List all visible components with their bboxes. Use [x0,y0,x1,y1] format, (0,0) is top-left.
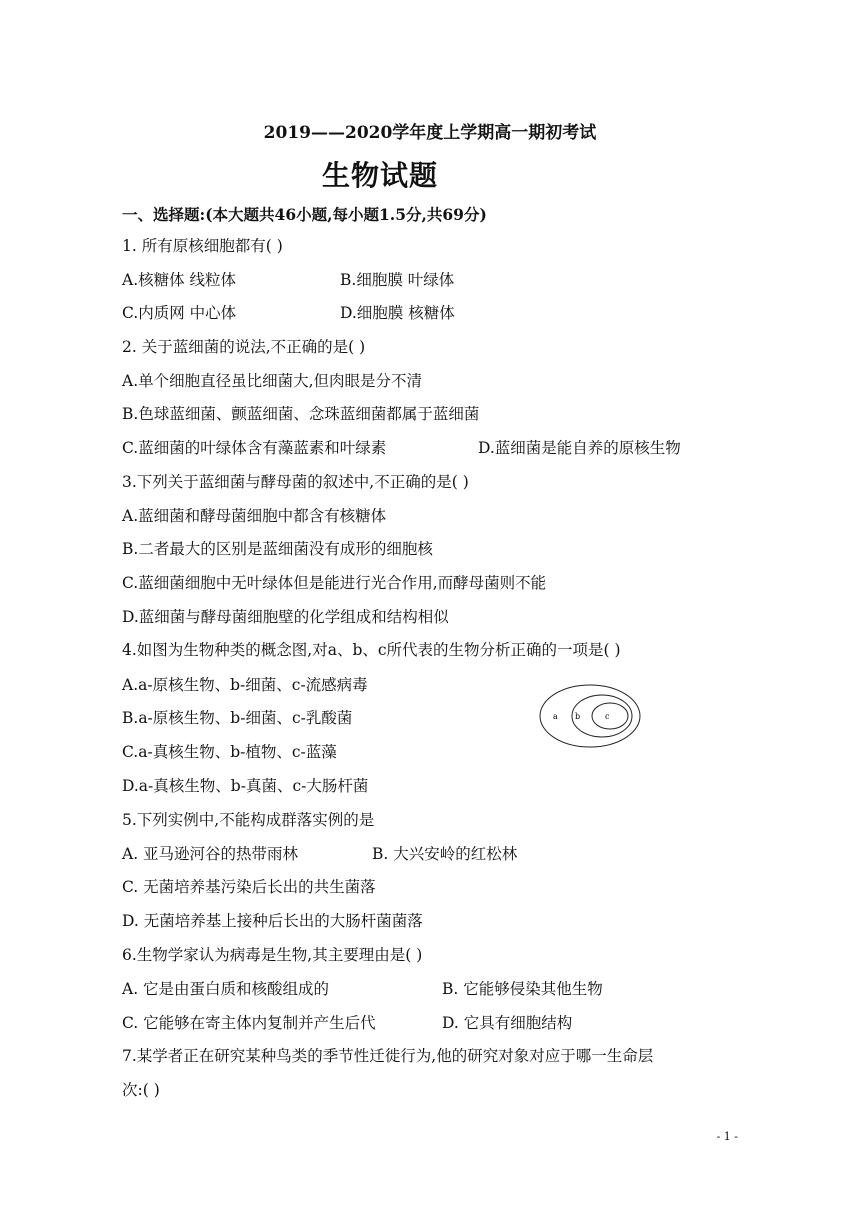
question-5-option-a: A. 亚马逊河谷的热带雨林 [122,845,299,863]
question-4-option-d: D.a-真核生物、b-真菌、c-大肠杆菌 [122,777,369,795]
question-5-option-d: D. 无菌培养基上接种后长出的大肠杆菌菌落 [122,912,423,930]
label-a: a [553,712,558,721]
question-5-option-c: C. 无菌培养基污染后长出的共生菌落 [122,878,376,896]
question-3-option-d: D.蓝细菌与酵母菌细胞壁的化学组成和结构相似 [122,608,449,626]
concept-diagram [535,680,645,752]
question-2-option-a: A.单个细胞直径虽比细菌大,但肉眼是分不清 [122,372,423,390]
label-b: b [575,712,581,721]
question-6-option-d: D. 它具有细胞结构 [442,1014,573,1032]
ellipse-c [592,703,628,729]
question-7-stem-continued: 次:( ) [122,1081,160,1099]
question-4-stem: 4.如图为生物种类的概念图,对a、b、c所代表的生物分析正确的一项是( ) [122,641,621,659]
question-3-option-c: C.蓝细菌细胞中无叶绿体但是能进行光合作用,而酵母菌则不能 [122,574,547,592]
question-3-option-a: A.蓝细菌和酵母菌细胞中都含有核糖体 [122,507,387,525]
question-2-stem: 2. 关于蓝细菌的说法,不正确的是( ) [122,338,366,356]
question-6-option-a: A. 它是由蛋白质和核酸组成的 [122,980,330,998]
question-3-stem: 3.下列关于蓝细菌与酵母菌的叙述中,不正确的是( ) [122,473,469,491]
question-5-option-b: B. 大兴安岭的红松林 [372,845,518,863]
subject-title: 生物试题 [321,159,438,192]
label-c: c [605,712,610,721]
question-2-option-d: D.蓝细菌是能自养的原核生物 [478,439,681,457]
question-2-option-b: B.色球蓝细菌、颤蓝细菌、念珠蓝细菌都属于蓝细菌 [122,405,480,423]
page-number: - 1 - [716,1130,738,1143]
question-1-option-a: A.核糖体 线粒体 [122,271,237,289]
question-5-stem: 5.下列实例中,不能构成群落实例的是 [122,811,375,829]
question-4-option-a: A.a-原核生物、b-细菌、c-流感病毒 [122,676,368,694]
ellipse-b [572,695,632,737]
question-4-option-c: C.a-真核生物、b-植物、c-蓝藻 [122,743,337,761]
question-1-option-b: B.细胞膜 叶绿体 [340,271,455,289]
question-6-option-c: C. 它能够在寄主体内复制并产生后代 [122,1014,376,1032]
question-3-option-b: B.二者最大的区别是蓝细菌没有成形的细胞核 [122,540,433,558]
section-heading: 一、选择题:(本大题共46小题,每小题1.5分,共69分) [122,205,487,224]
exam-title: 2019——2020学年度上学期高一期初考试 [263,123,597,143]
question-1-option-d: D.细胞膜 核糖体 [340,304,455,322]
question-6-option-b: B. 它能够侵染其他生物 [442,980,603,998]
question-6-stem: 6.生物学家认为病毒是生物,其主要理由是( ) [122,946,423,964]
question-4-option-b: B.a-原核生物、b-细菌、c-乳酸菌 [122,709,353,727]
question-2-option-c: C.蓝细菌的叶绿体含有藻蓝素和叶绿素 [122,439,387,457]
question-1-option-c: C.内质网 中心体 [122,304,237,322]
question-1-stem: 1. 所有原核细胞都有( ) [122,237,283,255]
question-7-stem: 7.某学者正在研究某种鸟类的季节性迁徙行为,他的研究对象对应于哪一生命层 [122,1047,654,1065]
